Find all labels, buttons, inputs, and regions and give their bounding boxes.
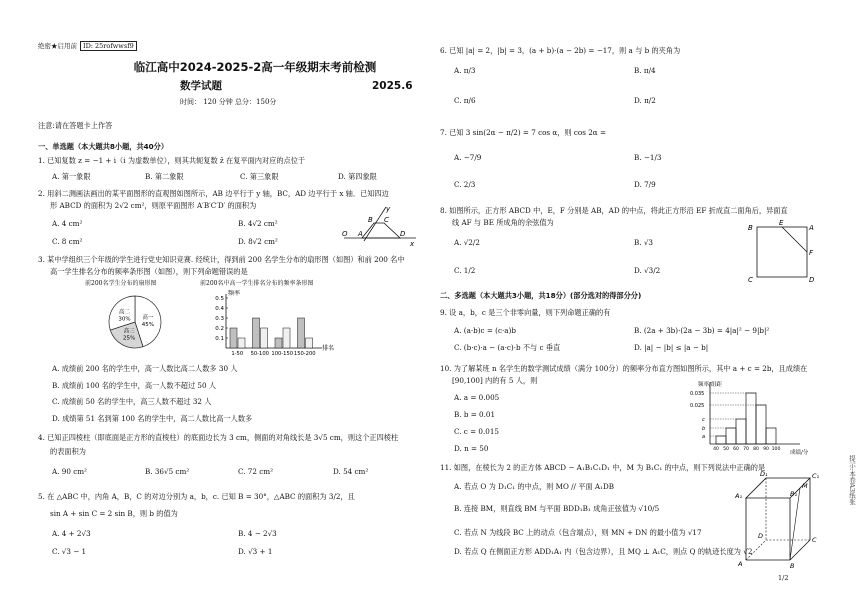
- svg-text:C: C: [812, 536, 817, 544]
- svg-text:B: B: [368, 216, 373, 224]
- bar-2-1: [283, 328, 290, 348]
- q11-stem: 11. 如图，在棱长为 2 的正方体 ABCD − A₁B₁C₁D₁ 中，M 为 B₁C₁ 的中点，则下列说法中正确的是: [440, 463, 766, 472]
- svg-text:x: x: [410, 240, 415, 247]
- svg-text:D: D: [809, 276, 815, 284]
- q4-stem-2: 的表面积为: [50, 447, 86, 456]
- q7-option-c[interactable]: C. 2/3: [454, 180, 476, 189]
- svg-text:A: A: [809, 224, 814, 232]
- svg-text:y: y: [386, 205, 391, 213]
- q11-option-b[interactable]: B. 连接 BM，则直线 BM 与平面 BDD₁B₁ 成角正弦值为 √10/5: [454, 504, 660, 513]
- bar-chart: [198, 290, 338, 362]
- q6-option-a[interactable]: A. π/3: [454, 66, 476, 75]
- svg-text:D₁: D₁: [760, 470, 768, 478]
- hist-xtick: 60: [733, 447, 739, 452]
- q7-option-b[interactable]: B. −1/3: [634, 153, 662, 162]
- svg-text:B₁: B₁: [790, 490, 798, 498]
- svg-text:C: C: [748, 276, 753, 284]
- svg-text:M: M: [802, 482, 808, 490]
- q6-option-c[interactable]: C. π/6: [454, 96, 476, 105]
- q3-option-a[interactable]: A. 成绩前 200 名的学生中，高一人数比高二人数多 30 人: [52, 364, 238, 373]
- q5-option-d[interactable]: D. √3 + 1: [238, 547, 273, 556]
- exam-id: ID: 25rofwwsf9: [80, 41, 137, 51]
- hist-xtick: 100: [771, 447, 781, 452]
- exam-title: 临江高中2024-2025-2高一年级期末考前检测: [133, 60, 377, 74]
- q4-option-a[interactable]: A. 90 cm²: [52, 467, 87, 476]
- q8-option-a[interactable]: A. √2/2: [454, 238, 480, 247]
- hist-xtick: 90: [763, 447, 769, 452]
- q3-option-b[interactable]: B. 成绩前 100 名的学生中，高一人数不超过 50 人: [52, 381, 217, 390]
- q7-option-d[interactable]: D. 7/9: [634, 180, 656, 189]
- time-info: 时间： 120 分钟 总分：150分: [180, 98, 277, 106]
- svg-text:c: c: [702, 417, 705, 423]
- q1-stem: 1. 已知复数 z = −1 + i（i 为虚数单位），则其共轭复数 z̄ 在复平面内对应的点位于: [38, 156, 306, 165]
- q2-option-d[interactable]: D. 8√2 cm²: [238, 237, 278, 246]
- bar-ytick: 0.4: [215, 306, 224, 312]
- q1-option-d[interactable]: D. 第四象限: [338, 172, 377, 181]
- q9-option-b[interactable]: B. (2a + 3b)·(2a − 3b) = 4|a|² − 9|b|²: [634, 326, 770, 335]
- bar-1-1: [261, 328, 268, 348]
- svg-text:C₁: C₁: [812, 472, 820, 480]
- q6-stem: 6. 已知 |a| = 2，|b| = 3，(a + b)·(a − 2b) = −17，则 a 与 b 的夹角为: [440, 46, 681, 55]
- pie-title: 前200名学生分布的扇形图: [85, 280, 157, 287]
- hist-xtick: 40: [713, 447, 719, 452]
- secret-label: 绝密★启用前 ID: 25rofwwsf9: [38, 42, 137, 50]
- q8-square-figure: [745, 218, 820, 286]
- q5-stem-2: sin A + sin C = 2 sin B，则 b 的值为: [50, 509, 178, 518]
- bar-xtick: 50-100: [250, 351, 269, 357]
- q3-option-d[interactable]: D. 成绩第 51 名到第 100 名的学生中，高二人数比高一人数多: [52, 414, 253, 423]
- q11-option-d[interactable]: D. 若点 Q 在侧面正方形 ADD₁A₁ 内（包含边界），且 MQ ⊥ A₁C，则点 Q 的轨迹长度为 √2: [454, 547, 753, 556]
- q4-option-b[interactable]: B. 36√5 cm²: [145, 467, 190, 476]
- q8-stem-1: 8. 如图所示，正方形 ABCD 中，E，F 分别是 AB，AD 的中点，将此正方形沿 EF 折成直二面角后，异面直: [440, 206, 788, 215]
- page-number: 1/2: [778, 574, 789, 582]
- bar-3-0: [298, 318, 305, 348]
- bar-ylabel: 频率: [228, 290, 241, 297]
- svg-text:C: C: [384, 216, 389, 224]
- bar-ytick: 0.1: [215, 336, 224, 342]
- pie-percent-2: 25%: [122, 335, 136, 342]
- svg-text:D: D: [400, 230, 406, 238]
- bar-3-1: [306, 338, 313, 348]
- bar-ytick: 0.5: [215, 296, 224, 302]
- svg-text:B: B: [790, 562, 795, 570]
- bar-ytick: 0.2: [215, 326, 224, 332]
- q10-option-a[interactable]: A. a = 0.005: [454, 393, 500, 402]
- q4-option-d[interactable]: D. 54 cm²: [333, 467, 369, 476]
- q8-stem-2: 线 AF 与 BE 所成角的余弦值为: [452, 218, 554, 227]
- q4-option-c[interactable]: C. 72 cm²: [238, 467, 273, 476]
- q10-option-c[interactable]: C. c = 0.015: [454, 427, 500, 436]
- q6-option-b[interactable]: B. π/4: [634, 66, 656, 75]
- svg-text:O: O: [342, 230, 348, 238]
- q2-stem-2: 形 ABCD 的面积为 2√2 cm²，则原平面图形 A′B′C′D′ 的面积为: [50, 201, 257, 210]
- bar-2-0: [275, 338, 282, 348]
- q2-stem-1: 2. 用斜二测画法画出的某平面图形的直观图如图所示，AB 边平行于 y 轴，BC，AD 边平行于 x 轴．已知四边: [38, 189, 389, 198]
- q1-option-a[interactable]: A. 第一象限: [52, 172, 91, 181]
- pie-percent-0: 45%: [141, 321, 154, 328]
- q4-stem-1: 4. 已知正四棱柱（即底面是正方形的直棱柱）的底面边长为 3 cm，侧面的对角线长是 3√5 cm，则这个正四棱柱: [38, 433, 399, 442]
- q2-option-a[interactable]: A. 4 cm²: [52, 219, 83, 228]
- exam-subtitle: 数学试题: [180, 80, 222, 92]
- q1-option-b[interactable]: B. 第二象限: [145, 172, 184, 181]
- section1-heading: 一、单选题（本大题共8小题，共40分）: [38, 142, 169, 151]
- bar-1-0: [253, 318, 260, 348]
- pie-label-0: 高一: [142, 314, 154, 321]
- pie-label-2: 高三: [123, 328, 135, 335]
- q3-option-c[interactable]: C. 成绩前 50 名的学生中，高三人数不超过 32 人: [52, 397, 212, 406]
- bar-xtick: 150-200: [293, 351, 316, 357]
- q7-option-a[interactable]: A. −7/9: [454, 153, 482, 162]
- bar-ytick: 0.3: [215, 316, 224, 322]
- svg-text:E: E: [779, 219, 784, 227]
- bar-chart-title: 前200名中高一学生排名分布的频率条形图: [200, 280, 314, 287]
- bar-0-0: [230, 328, 237, 348]
- q1-option-c[interactable]: C. 第三象限: [240, 172, 279, 181]
- svg-text:D: D: [758, 532, 764, 540]
- svg-text:B: B: [748, 224, 753, 232]
- bar-0-1: [238, 338, 245, 348]
- q10-stem-2: [90,100] 内的有 5 人，则: [452, 376, 538, 385]
- q3-stem-2: 高一学生排名分布的频率条形图（如图），则下列命题错误的是: [50, 267, 248, 276]
- q11-option-c[interactable]: C. 若点 N 为线段 BC 上的动点（包含端点），则 MN + DN 的最小值为 √17: [454, 528, 702, 537]
- hist-xtick: 80: [753, 447, 759, 452]
- bar-xtick: 1-50: [231, 351, 244, 357]
- q9-stem: 9. 设 a，b，c 是三个非零向量，则下列命题正确的有: [440, 308, 611, 317]
- svg-text:0.035: 0.035: [690, 391, 705, 397]
- q8-option-d[interactable]: D. √3/2: [634, 266, 661, 275]
- q10-stem-1: 10. 为了解某班 n 名学生的数学测试成绩（满分 100分）的频率分布直方图如图所示，其中 a + c = 2b，且成绩在: [440, 364, 808, 373]
- q8-option-b[interactable]: B. √3: [634, 238, 654, 247]
- q10-histogram: [690, 378, 820, 456]
- svg-text:F: F: [809, 249, 814, 257]
- svg-text:a: a: [702, 434, 706, 440]
- q2-figure: [340, 203, 420, 247]
- pie-label-1: 高二: [118, 309, 130, 316]
- bar-xtick: 100-150: [271, 351, 294, 357]
- q5-option-a[interactable]: A. 4 + 2√3: [52, 529, 91, 538]
- svg-text:0.025: 0.025: [690, 403, 705, 409]
- q2-option-b[interactable]: B. 4√2 cm²: [238, 219, 278, 228]
- svg-text:b: b: [702, 426, 706, 432]
- q10-option-d[interactable]: D. n = 50: [454, 444, 489, 453]
- q5-stem-1: 5. 在 △ABC 中，内角 A，B，C 的对边分别为 a，b，c. 已知 B = 30°，△ABC 的面积为 3/2，且: [38, 492, 355, 501]
- q3-stem-1: 3. 某中学组织三个年级的学生进行党史知识竞赛. 经统计，得到前 200 名学生分布的扇形图（如图）和前 200 名中: [38, 255, 405, 264]
- svg-text:A: A: [738, 560, 743, 568]
- q7-stem: 7. 已知 3 sin(2α − π/2) = 7 cos α，则 cos 2α =: [440, 128, 606, 137]
- side-note: 提示:本卷A3纸张: [848, 455, 856, 506]
- hist-xtick: 50: [723, 447, 729, 452]
- q5-option-b[interactable]: B. 4 − 2√3: [238, 529, 277, 538]
- hist-xtick: 70: [743, 447, 749, 452]
- q5-option-c[interactable]: C. √3 − 1: [52, 547, 87, 556]
- svg-text:A: A: [358, 230, 363, 238]
- hist-ylabel: 频率/组距: [698, 382, 722, 388]
- q9-option-d[interactable]: D. |a| − |b| ≤ |a − b|: [634, 343, 709, 352]
- q10-option-b[interactable]: B. b = 0.01: [454, 410, 496, 419]
- q2-option-c[interactable]: C. 8 cm²: [52, 237, 83, 246]
- q6-option-d[interactable]: D. π/2: [634, 96, 656, 105]
- q9-option-a[interactable]: A. (a·b)c = (c·a)b: [454, 326, 516, 335]
- q8-option-c[interactable]: C. 1/2: [454, 266, 476, 275]
- q11-cube-figure: [730, 470, 830, 570]
- pie-percent-1: 30%: [118, 316, 131, 323]
- section2-heading: 二、多选题（本大题共3小题，共18分）(部分选对的得部分分): [440, 291, 642, 300]
- hist-xlabel: 成绩/分: [790, 450, 809, 456]
- pie-chart: [105, 292, 165, 352]
- q11-option-a[interactable]: A. 若点 O 为 D₁C₁ 的中点，则 MO // 平面 A₁DB: [454, 482, 615, 491]
- svg-text:A₁: A₁: [735, 492, 743, 500]
- bar-xlabel: 排名: [322, 345, 335, 352]
- notice: 注意:请在答题卡上作答: [38, 121, 113, 130]
- q9-option-c[interactable]: C. (b·c)·a − (a·c)·b 不与 c 垂直: [454, 343, 561, 352]
- exam-date: 2025.6: [372, 80, 413, 92]
